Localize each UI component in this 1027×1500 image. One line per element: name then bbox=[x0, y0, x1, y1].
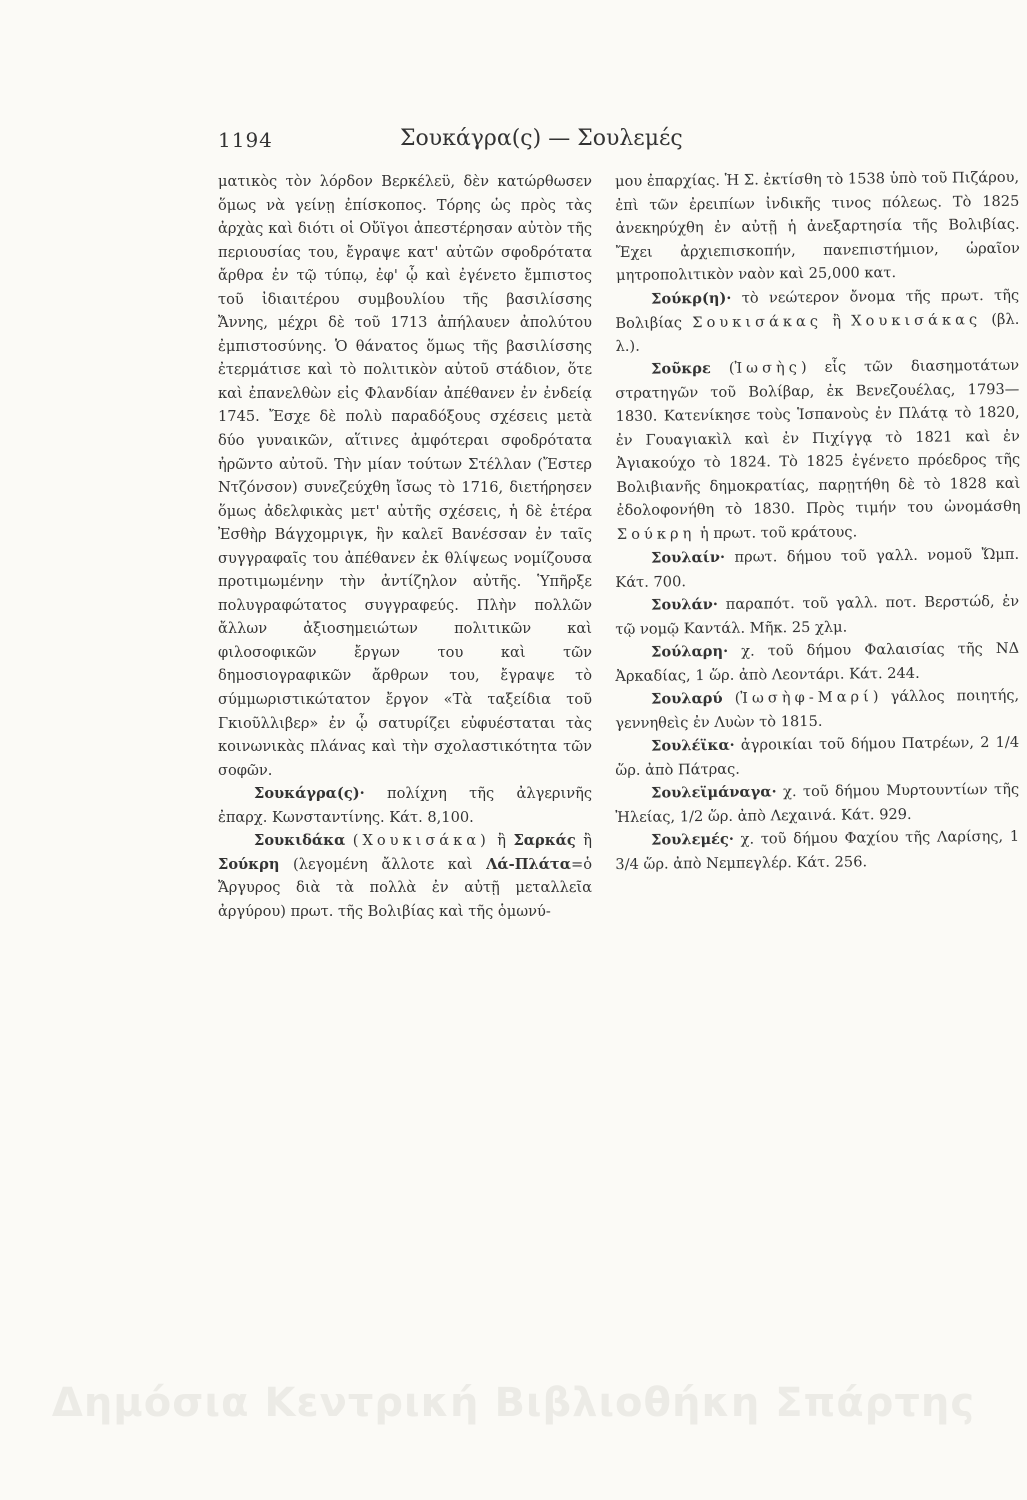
headword: Σαρκάς bbox=[513, 832, 576, 850]
entry-text: ἢ bbox=[821, 311, 852, 330]
headword: Σουλαρύ bbox=[651, 689, 723, 708]
library-watermark: Δημόσια Κεντρική Βιβλιοθήκη Σπάρτης bbox=[51, 1380, 976, 1426]
entry-text: ἡ πρωτ. τοῦ κράτους. bbox=[695, 523, 858, 543]
headword: Σούλαρη· bbox=[651, 642, 729, 661]
entry-continuation: μου ἐπαρχίας. Ἡ Σ. ἐκτίσθη τὸ 1538 ὑπὸ τοῦ Πιζάρου, ἐπὶ τῶν ἐρειπίων ἰνδικῆς τινος πόλεως. Τὸ 1825 ἀνεκηρύχθη ἐν αὐτῇ ἡ ἀνεξαρτησία τῆς Βολιβίας. Ἔχει ἀρχιεπισκοπήν, πανεπιστήμιον, ὡραῖον μητροπολιτικὸν ναὸν καὶ 25,000 κατ. bbox=[615, 168, 1020, 285]
entry-text: χ. τοῦ δήμου Μυρτουντίων τῆς Ἠλείας, 1/2 ὥρ. ἀπὸ Λεχαινά. Κάτ. 929. bbox=[615, 780, 1020, 826]
running-title: Σουκάγρα(ς) — Σουλεμές bbox=[400, 126, 683, 151]
entry-soukagra bbox=[218, 782, 592, 829]
entry-text: παραπότ. τοῦ γαλλ. ποτ. Βερστώδ, ἐν τῷ νομῷ Καντάλ. Μῆκ. 25 χλμ. bbox=[615, 592, 1020, 638]
left-column bbox=[218, 170, 592, 924]
entry-soulan bbox=[615, 590, 1019, 641]
entry-soukri bbox=[615, 284, 1020, 359]
entry-soulain bbox=[615, 543, 1019, 594]
spaced-name: Ἰωσὴς bbox=[734, 359, 802, 378]
headword: Σουλεμές· bbox=[651, 831, 735, 849]
entry-text: ( bbox=[722, 689, 741, 707]
entry-souleimanaga bbox=[615, 778, 1019, 829]
spaced-name: Σουκισάκας bbox=[692, 312, 823, 331]
page-number: 1194 bbox=[218, 128, 273, 152]
headword: Σουλαίν· bbox=[651, 548, 726, 567]
headword: Σοῦκρε bbox=[651, 360, 711, 378]
entry-text: ἢ bbox=[575, 832, 592, 850]
headword: Λά-Πλάτα bbox=[486, 855, 571, 873]
headword: Σουλάν· bbox=[651, 595, 719, 614]
headword: Σουλεϊμάναγα· bbox=[651, 783, 777, 802]
entry-text: ἢ bbox=[489, 832, 514, 850]
entry-soukisaka bbox=[218, 829, 592, 923]
headword: Σούκρ(η)· bbox=[651, 289, 732, 308]
page-header bbox=[218, 128, 778, 158]
entry-soulary bbox=[615, 684, 1019, 735]
entry-soulari bbox=[615, 637, 1019, 688]
entry-text: χ. τοῦ δήμου Φαλαισίας τῆς ΝΔ Ἀρκαδίας, 1 ὥρ. ἀπὸ Λεοντάρι. Κάτ. 244. bbox=[615, 639, 1020, 685]
entry-soukre bbox=[615, 354, 1021, 547]
headword: Σουλέϊκα· bbox=[651, 736, 735, 755]
entry-text: πολίχνη τῆς ἀλγερινῆς ἐπαρχ. Κωνσταντίνης. Κάτ. 8,100. bbox=[218, 785, 592, 826]
entry-text: =ὁ Ἄργυρος διὰ τὰ πολλὰ ἐν αὐτῇ μεταλλεῖα ἀργύρου) πρωτ. τῆς Βολιβίας καὶ τῆς ὁμωνύ- bbox=[218, 855, 592, 920]
entry-text: πρωτ. δήμου τοῦ γαλλ. νομοῦ Ὤμπ. Κάτ. 700. bbox=[615, 545, 1020, 591]
spaced-name: Χουκισάκας bbox=[851, 310, 982, 329]
entry-text: χ. τοῦ δήμου Φαχίου τῆς Λαρίσης, 1 3/4 ὥρ. ἀπὸ Νεμπεγλέρ. Κάτ. 256. bbox=[615, 828, 1020, 873]
spaced-name: Ἰωσὴφ-Μαρί bbox=[740, 688, 873, 707]
entry-text: ) γάλλος ποιητής, γεννηθεὶς ἐν Λυὼν τὸ 1815. bbox=[615, 686, 1020, 732]
right-column bbox=[615, 170, 1019, 876]
entry-text: (λεγομένη ἄλλοτε καὶ bbox=[279, 855, 487, 873]
entry-text: τὸ νεώτερον ὄνομα τῆς πρωτ. τῆς Βολιβίας bbox=[615, 286, 1020, 332]
entry-text: ἀγροικίαι τοῦ δήμου Πατρέων, 2 1/4 ὥρ. ἀπὸ Πάτρας. bbox=[615, 733, 1020, 779]
entry-soulemes bbox=[615, 825, 1019, 876]
headword: Σούκρη bbox=[218, 855, 280, 873]
entry-text: ) εἷς τῶν διασημοτάτων στρατηγῶν τοῦ Βολίβαρ, ἐκ Βενεζουέλας, 1793—1830. Κατενίκησε τοὺς Ἱσπανοὺς ἐν Πλάτᾳ τὸ 1820, ἐν Γουαγιακὶλ καὶ ἐν Πιχίγγᾳ τὸ 1821 καὶ ἐν Ἀγιακούχο τὸ 1824. Τὸ 1825 ἐγένετο πρόεδρος τῆς Βολιβιανῆς δημοκρατίας, παρῃτήθη δὲ τὸ 1828 καὶ ἐδολοφονήθη τὸ 1830. Πρὸς τιμήν του ὠνομάσθη bbox=[615, 357, 1021, 520]
spaced-name: (Χουκισάκα) bbox=[352, 832, 490, 850]
entry-text: (βλ. λ.). bbox=[615, 310, 1020, 355]
entry-souleika bbox=[615, 731, 1019, 782]
entry-text: ( bbox=[710, 360, 735, 378]
entry-continuation: ματικὸς τὸν λόρδον Βερκέλεϋ, δὲν κατώρθωσεν ὅμως νὰ γείνῃ ἐπίσκοπος. Τόρης ὡς πρὸς τὰς ἀρχὰς καὶ διότι οἱ Οὔϊγοι ἀπεστέρησαν αὐτὸν τῆς περιουσίας του, ἔγραψε κατ' αὐτῶν σφοδρότατα ἄρθρα ἐν τῷ τύπῳ, ἐφ' ᾧ καὶ ἐγένετο ἔμπιστος τοῦ ἰδιαιτέρου συμβουλίου τῆς βασιλίσσης Ἄννης, μέχρι δὲ τοῦ 1713 ἀπήλαυεν ἀπολύτου ἐμπιστοσύνης. Ὁ θάνατος ὅμως τῆς βασιλίσσης ἐτερμάτισε καὶ τὸ πολιτικὸν αὐτοῦ στάδιον, ὅτε καὶ ἐπανελθὼν εἰς Φλανδίαν ἀπέθανεν ἐν ἐνδείᾳ 1745. Ἔσχε δὲ πολὺ παραδόξους σχέσεις μετὰ δύο γυναικῶν, αἵτινες ἀμφότεραι σφοδρότατα ἠρῶντο αὐτοῦ. Τὴν μίαν τούτων Στέλλαν (Ἔστερ Ντζόνσον) συνεζεύχθη ἴσως τὸ 1716, διετήρησεν ὅμως ἀδελφικὰς μετ' αὐτῆς σχέσεις, ἡ δὲ ἑτέρα Ἐσθὴρ Βάγχομριγκ, ἣν καλεῖ Βανέσσαν ἐν ταῖς συγγραφαῖς του ἀπέθανεν ἐκ θλίψεως νομίζουσα προτιμωμένην τὴν ἀντίζηλον αὐτῆς. Ὑπῆρξε πολυγραφώτατος συγγραφεύς. Πλὴν πολλῶν ἄλλων ἀξιοσημειώτων πολιτικῶν καὶ φιλοσοφικῶν ἔργων του καὶ τῶν δημοσιογραφικῶν ἄρθρων του, ἔγραψε τὸ σύμμωριστικώτατον ἔργον «Τὰ ταξείδια τοῦ Γκιοῦλλιβερ» ἐν ᾧ σατυρίζει εὐφυέσταται τὰς κοινωνικὰς πλάνας καὶ τὴν σχολαστικότητα τῶν σοφῶν. bbox=[218, 173, 592, 779]
headword: Σουκιδάκα bbox=[254, 832, 346, 850]
headword: Σουκάγρα(ς)· bbox=[254, 785, 365, 803]
spaced-name: Σούκρη bbox=[616, 525, 696, 544]
